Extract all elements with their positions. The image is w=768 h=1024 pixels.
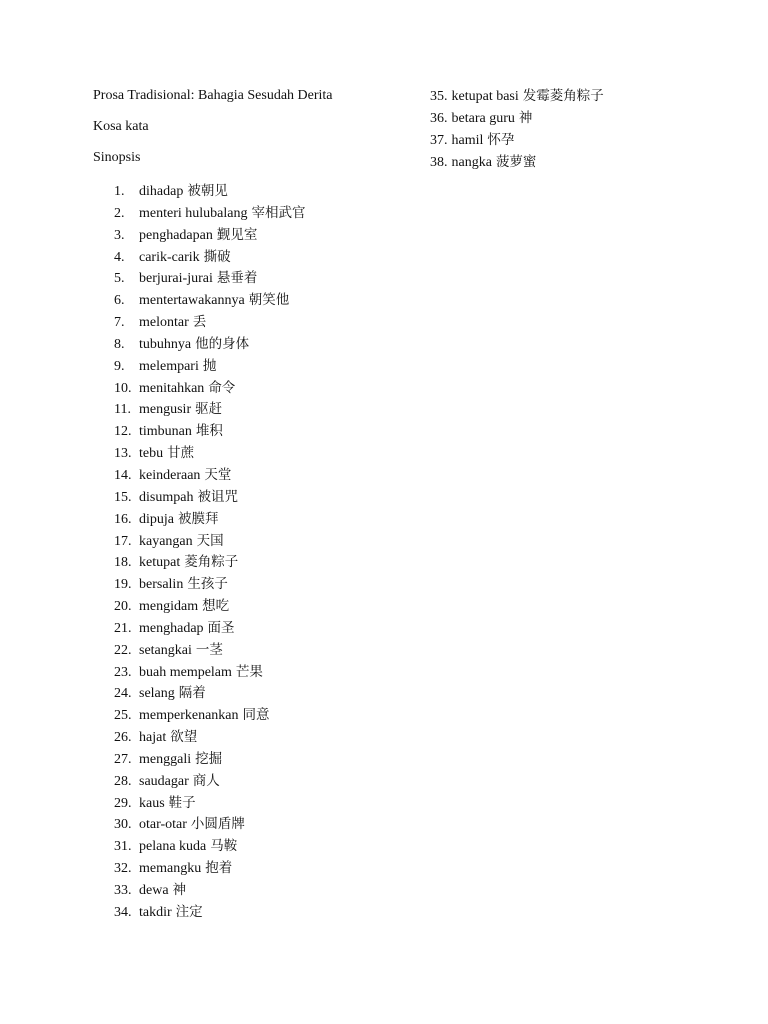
vocab-translation: 命令: [208, 379, 236, 396]
vocab-number: 31.: [114, 839, 132, 855]
vocab-translation: 被朝见: [187, 183, 228, 199]
vocab-translation: 悬垂着: [216, 270, 258, 287]
vocab-word: selang: [139, 686, 175, 702]
vocab-word: kaus: [139, 795, 165, 811]
vocab-word: memperkenankan: [139, 708, 239, 724]
section-heading-synopsis: Sinopsis: [93, 150, 141, 165]
vocab-translation: 隔着: [178, 685, 206, 702]
vocab-translation: 芒果: [235, 663, 263, 680]
vocab-item: [114, 793, 414, 815]
vocab-translation: 商人: [192, 772, 220, 789]
vocab-number: 3.: [114, 227, 125, 243]
vocab-number: 33.: [114, 883, 132, 898]
vocab-item: [114, 902, 414, 924]
vocab-number: 24.: [114, 686, 132, 702]
vocab-item: [114, 552, 414, 574]
vocab-word: carik-carik: [139, 249, 200, 265]
vocab-number: 38.: [430, 154, 448, 170]
vocab-item: [114, 181, 414, 203]
vocab-item: [114, 574, 414, 596]
vocab-number: 2.: [114, 205, 125, 221]
vocab-translation: 一茎: [195, 641, 223, 658]
vocab-number: 10.: [114, 380, 132, 396]
vocab-word: mentertawakannya: [139, 293, 245, 309]
vocab-translation: 被诅咒: [197, 488, 238, 505]
document-title: Prosa Tradisional: Bahagia Sesudah Derita: [93, 88, 333, 103]
vocab-word: setangkai: [139, 642, 192, 658]
vocab-word: keinderaan: [139, 467, 201, 483]
vocab-item: [114, 662, 414, 684]
vocab-item: [114, 880, 414, 902]
vocab-item: [114, 509, 414, 531]
vocab-word: kayangan: [139, 533, 193, 549]
vocab-translation: 他的身体: [195, 335, 250, 352]
vocab-item: [114, 814, 414, 836]
vocab-translation: 被膜拜: [178, 510, 219, 527]
vocab-item: [114, 203, 414, 225]
vocab-translation: 神: [518, 109, 533, 126]
vocab-item: [114, 858, 414, 880]
vocab-number: 34.: [114, 904, 132, 920]
vocab-word: tebu: [139, 446, 164, 462]
vocab-word: berjurai-jurai: [139, 271, 213, 287]
vocab-word: melontar: [139, 315, 189, 331]
vocab-number: 23.: [114, 664, 132, 680]
vocab-translation: 挖掘: [195, 750, 223, 767]
vocab-item: [114, 749, 414, 771]
vocab-item: [114, 618, 414, 640]
vocab-word: hajat: [139, 730, 167, 746]
vocab-number: 36.: [430, 110, 448, 126]
vocab-item: [430, 108, 730, 130]
document-header: [93, 86, 413, 168]
vocab-item: [114, 727, 414, 749]
vocab-item: [114, 705, 414, 727]
vocab-translation: 抛: [202, 357, 217, 374]
vocab-number: 37.: [430, 132, 448, 148]
vocab-word: mengidam: [139, 599, 199, 615]
vocab-item: [430, 152, 730, 174]
vocab-item: [430, 130, 730, 152]
vocab-item: [114, 378, 414, 400]
vocab-number: 32.: [114, 861, 132, 877]
vocab-word: melempari: [139, 358, 199, 374]
vocab-translation: 菠萝蜜: [495, 153, 537, 170]
vocab-translation: 欲望: [170, 729, 198, 746]
vocab-word: dewa: [139, 883, 169, 898]
vocab-translation: 小圆盾牌: [190, 816, 245, 833]
vocab-word: betara guru: [451, 110, 515, 126]
vocab-number: 11.: [114, 402, 131, 418]
vocab-number: 29.: [114, 795, 132, 811]
section-heading-vocab: Kosa kata: [93, 119, 149, 134]
vocab-item: [114, 443, 414, 465]
vocab-word: tubuhnya: [139, 336, 192, 352]
vocab-word: buah mempelam: [139, 664, 232, 680]
vocab-word: menggali: [139, 751, 192, 767]
vocab-number: 19.: [114, 577, 132, 593]
vocab-word: nangka: [451, 154, 492, 170]
vocab-number: 7.: [114, 315, 125, 331]
vocab-word: otar-otar: [139, 817, 187, 833]
vocab-list-left: [114, 181, 414, 924]
vocab-item: [114, 487, 414, 509]
vocab-translation: 生孩子: [187, 576, 228, 593]
vocab-translation: 堆积: [195, 423, 223, 440]
vocab-word: menitahkan: [139, 380, 205, 396]
vocab-translation: 甘蔗: [167, 445, 195, 462]
vocab-number: 12.: [114, 424, 132, 440]
vocab-number: 18.: [114, 555, 132, 571]
vocab-translation: 发霉菱角粽子: [522, 88, 604, 104]
vocab-number: 35.: [430, 89, 448, 104]
vocab-number: 20.: [114, 599, 132, 615]
vocab-number: 27.: [114, 751, 132, 767]
vocab-translation: 菱角粽子: [184, 554, 239, 571]
vocab-item: [114, 290, 414, 312]
vocab-word: menghadap: [139, 620, 204, 636]
vocab-word: takdir: [139, 904, 172, 920]
vocab-word: pelana kuda: [139, 839, 207, 855]
vocab-translation: 抱着: [205, 860, 233, 877]
vocab-translation: 怀孕: [487, 131, 515, 148]
vocab-word: bersalin: [139, 577, 184, 593]
vocab-number: 4.: [114, 249, 125, 265]
vocab-translation: 神: [172, 882, 187, 898]
vocab-translation: 驱赶: [195, 401, 223, 418]
vocab-number: 28.: [114, 773, 132, 789]
vocab-item: [114, 225, 414, 247]
vocab-translation: 朝笑他: [248, 292, 290, 309]
vocab-translation: 面圣: [207, 619, 235, 636]
vocab-item: [114, 399, 414, 421]
vocab-item: [114, 312, 414, 334]
vocab-translation: 同意: [242, 707, 270, 724]
vocab-word: menteri hulubalang: [139, 205, 248, 221]
vocab-item: [114, 247, 414, 269]
vocab-translation: 想吃: [202, 598, 230, 615]
vocab-list-right: [430, 86, 730, 173]
vocab-word: mengusir: [139, 402, 192, 418]
vocab-number: 21.: [114, 620, 132, 636]
vocab-translation: 马鞍: [210, 838, 238, 855]
vocab-translation: 丢: [192, 314, 207, 331]
vocab-translation: 注定: [175, 903, 203, 920]
vocab-translation: 宰相武官: [251, 204, 306, 221]
vocab-number: 16.: [114, 511, 132, 527]
vocab-number: 5.: [114, 271, 125, 287]
vocab-number: 8.: [114, 336, 125, 352]
vocab-item: [114, 531, 414, 553]
vocab-translation: 天堂: [204, 466, 232, 483]
vocab-number: 25.: [114, 708, 132, 724]
vocab-word: disumpah: [139, 489, 194, 505]
vocab-word: ketupat: [139, 555, 181, 571]
vocab-item: [114, 683, 414, 705]
vocab-number: 13.: [114, 446, 132, 462]
vocab-translation: 撕破: [203, 248, 231, 265]
vocab-number: 30.: [114, 817, 132, 833]
vocab-number: 9.: [114, 358, 125, 374]
vocab-word: memangku: [139, 861, 202, 877]
vocab-number: 1.: [114, 184, 125, 199]
vocab-word: dipuja: [139, 511, 174, 527]
vocab-number: 6.: [114, 293, 125, 309]
vocab-item: [114, 356, 414, 378]
vocab-word: dihadap: [139, 184, 184, 199]
vocab-item: [114, 421, 414, 443]
vocab-word: ketupat basi: [451, 89, 519, 104]
vocab-number: 17.: [114, 533, 132, 549]
vocab-item: [114, 334, 414, 356]
vocab-word: timbunan: [139, 424, 192, 440]
vocab-number: 26.: [114, 730, 132, 746]
vocab-item: [114, 771, 414, 793]
vocab-translation: 觐见室: [216, 226, 258, 243]
vocab-item: [114, 640, 414, 662]
vocab-word: saudagar: [139, 773, 189, 789]
vocab-item: [430, 86, 730, 108]
vocab-word: hamil: [451, 132, 484, 148]
vocab-item: [114, 268, 414, 290]
vocab-item: [114, 836, 414, 858]
vocab-number: 22.: [114, 642, 132, 658]
vocab-translation: 鞋子: [168, 794, 196, 811]
vocab-item: [114, 465, 414, 487]
vocab-item: [114, 596, 414, 618]
vocab-number: 14.: [114, 467, 132, 483]
vocab-number: 15.: [114, 489, 132, 505]
vocab-word: penghadapan: [139, 227, 213, 243]
vocab-translation: 天国: [196, 532, 224, 549]
